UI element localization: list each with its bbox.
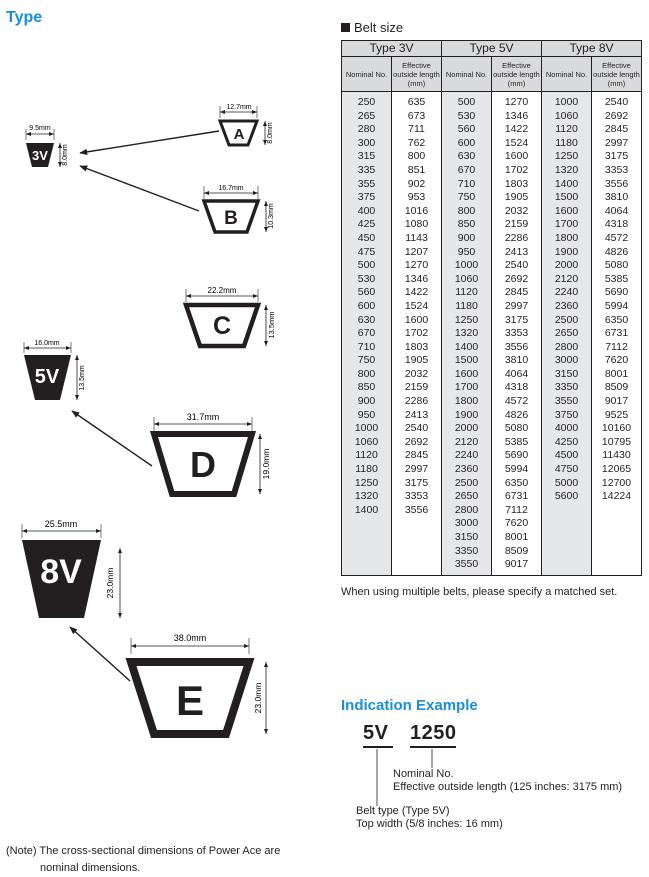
dimension-label: 12.7mm (226, 104, 252, 111)
table-cell: 425 (342, 218, 392, 232)
table-cell: 1900 (542, 246, 592, 260)
table-cell: 1524 (492, 137, 542, 151)
table-cell: 9017 (492, 558, 542, 575)
table-cell: 560 (342, 286, 392, 300)
type-header: Type 3V (342, 41, 442, 57)
table-cell: 1400 (542, 178, 592, 192)
table-cell: 1700 (442, 381, 492, 395)
table-cell: 1180 (442, 300, 492, 314)
table-cell: 1500 (442, 354, 492, 368)
table-cell: 710 (442, 178, 492, 192)
table-cell: 1180 (342, 463, 392, 477)
table-cell: 850 (442, 218, 492, 232)
table-cell: 2120 (442, 436, 492, 450)
table-cell: 9017 (592, 395, 642, 409)
table-cell: 280 (342, 123, 392, 137)
table-cell: 450 (342, 232, 392, 246)
dimension-label: 22.2mm (207, 286, 237, 295)
table-cell: 3550 (442, 558, 492, 575)
table-cell: 1000 (542, 92, 592, 110)
table-cell: 673 (392, 110, 442, 124)
column-header: Nominal No. (342, 57, 392, 92)
dimension-label: 10.3mm (268, 203, 275, 229)
type-header: Type 5V (442, 41, 542, 57)
table-cell: 2692 (592, 110, 642, 124)
table-cell: 475 (342, 246, 392, 260)
dimension-label: 31.7mm (186, 412, 220, 422)
table-cell: 3150 (542, 368, 592, 382)
table-cell: 1702 (392, 327, 442, 341)
table-cell: 1320 (442, 327, 492, 341)
table-cell: 670 (342, 327, 392, 341)
table-cell: 5690 (592, 286, 642, 300)
table-cell: 4000 (542, 422, 592, 436)
belt-label: 8V (40, 553, 82, 591)
belt-label: 5V (34, 366, 60, 388)
table-cell: 5994 (592, 300, 642, 314)
table-cell: 1346 (492, 110, 542, 124)
table-cell: 1180 (542, 137, 592, 151)
top-width-label: Top width (5/8 inches: 16 mm) (356, 818, 503, 830)
table-cell: 4318 (592, 218, 642, 232)
table-cell: 3353 (492, 327, 542, 341)
table-cell: 750 (442, 191, 492, 205)
table-cell: 4826 (492, 409, 542, 423)
table-cell: 335 (342, 164, 392, 178)
table-cell: 2845 (592, 123, 642, 137)
column-header: Nominal No. (442, 57, 492, 92)
table-cell: 3353 (392, 490, 442, 504)
table-cell: 2997 (392, 463, 442, 477)
belt-label: D (190, 444, 216, 485)
table-cell: 2540 (492, 259, 542, 273)
table-cell: 5080 (592, 259, 642, 273)
table-cell: 630 (342, 314, 392, 328)
table-cell: 1524 (392, 300, 442, 314)
table-cell: 3750 (542, 409, 592, 423)
table-cell: 2692 (392, 436, 442, 450)
table-cell: 2240 (442, 449, 492, 463)
table-cell: 250 (342, 92, 392, 110)
table-cell: 2240 (542, 286, 592, 300)
table-cell: 2032 (492, 205, 542, 219)
table-cell: 8001 (492, 531, 542, 545)
table-cell: 900 (442, 232, 492, 246)
table-cell: 2286 (392, 395, 442, 409)
table-cell: 2286 (492, 232, 542, 246)
table-cell: 500 (342, 259, 392, 273)
dimension-label: 23.0mm (253, 682, 263, 714)
table-cell: 4572 (592, 232, 642, 246)
table-cell: 2540 (392, 422, 442, 436)
table-cell: 1000 (442, 259, 492, 273)
dimension-label: 38.0mm (173, 633, 207, 643)
table-cell: 1600 (392, 314, 442, 328)
dimension-label: 13.5mm (267, 311, 276, 339)
table-cell: 5080 (492, 422, 542, 436)
table-cell: 3556 (592, 178, 642, 192)
table-cell: 4572 (492, 395, 542, 409)
table-cell: 6731 (592, 327, 642, 341)
table-cell: 5994 (492, 463, 542, 477)
belt-type-label: Belt type (Type 5V) (356, 805, 450, 817)
table-cell: 5385 (492, 436, 542, 450)
table-cell: 5600 (542, 490, 592, 504)
table-cell: 950 (442, 246, 492, 260)
table-cell: 3175 (492, 314, 542, 328)
table-cell: 851 (392, 164, 442, 178)
dimension-label: 13.5mm (79, 365, 86, 391)
column-header: Effective outside length (mm) (392, 57, 442, 92)
belt-label: A (233, 126, 245, 143)
table-cell: 4064 (492, 368, 542, 382)
table-cell: 2845 (392, 449, 442, 463)
table-cell: 1060 (542, 110, 592, 124)
dimension-label: 16.7mm (218, 185, 244, 192)
table-cell: 630 (442, 150, 492, 164)
table-cell: 711 (392, 123, 442, 137)
column-header: Nominal No. (542, 57, 592, 92)
table-cell: 1905 (392, 354, 442, 368)
table-cell: 2159 (392, 381, 442, 395)
indication-belt-type: 5V (363, 722, 389, 744)
table-cell: 670 (442, 164, 492, 178)
table-cell: 1120 (442, 286, 492, 300)
table-cell: 3000 (542, 354, 592, 368)
table-cell: 2032 (392, 368, 442, 382)
table-cell: 750 (342, 354, 392, 368)
indication-nominal-number: 1250 (410, 722, 457, 744)
table-cell: 1702 (492, 164, 542, 178)
table-cell: 300 (342, 137, 392, 151)
matched-set-note: When using multiple belts, please specify a matched set. (341, 586, 618, 598)
type-header: Type 8V (542, 41, 642, 57)
table-cell: 902 (392, 178, 442, 192)
table-cell: 530 (342, 273, 392, 287)
table-cell: 1270 (492, 92, 542, 110)
table-cell: 3150 (442, 531, 492, 545)
table-cell: 3550 (542, 395, 592, 409)
table-cell: 600 (442, 137, 492, 151)
table-cell: 635 (392, 92, 442, 110)
table-cell: 1060 (442, 273, 492, 287)
belt-size-title: Belt size (354, 20, 404, 35)
table-cell: 1422 (392, 286, 442, 300)
table-cell: 8509 (492, 545, 542, 559)
table-cell: 1905 (492, 191, 542, 205)
table-cell: 2413 (392, 409, 442, 423)
table-cell: 1803 (492, 178, 542, 192)
table-cell: 2650 (542, 327, 592, 341)
dimension-label: 16.0mm (34, 340, 60, 347)
table-cell: 2000 (542, 259, 592, 273)
table-cell: 4250 (542, 436, 592, 450)
table-cell: 3350 (542, 381, 592, 395)
table-cell: 2413 (492, 246, 542, 260)
footnote-line: nominal dimensions. (40, 862, 141, 874)
table-cell: 3350 (442, 545, 492, 559)
belt-label: B (224, 208, 238, 229)
table-cell: 2800 (442, 504, 492, 518)
table-cell: 1320 (342, 490, 392, 504)
table-cell: 4500 (542, 449, 592, 463)
table-cell: 1700 (542, 218, 592, 232)
table-cell: 1422 (492, 123, 542, 137)
table-cell: 1800 (542, 232, 592, 246)
table-cell: 355 (342, 178, 392, 192)
table-cell: 3175 (392, 477, 442, 491)
dimension-label: 19.0mm (261, 448, 271, 480)
table-cell: 800 (442, 205, 492, 219)
table-cell: 6350 (592, 314, 642, 328)
table-cell: 1000 (342, 422, 392, 436)
table-cell: 6350 (492, 477, 542, 491)
table-cell: 3175 (592, 150, 642, 164)
table-cell: 1120 (342, 449, 392, 463)
table-cell: 500 (442, 92, 492, 110)
table-cell: 560 (442, 123, 492, 137)
table-cell: 4318 (492, 381, 542, 395)
table-cell: 12065 (592, 463, 642, 477)
table-cell: 8509 (592, 381, 642, 395)
table-cell: 1600 (442, 368, 492, 382)
table-cell: 2540 (592, 92, 642, 110)
table-cell: 5385 (592, 273, 642, 287)
table-cell: 1320 (542, 164, 592, 178)
table-cell: 2692 (492, 273, 542, 287)
table-cell: 2500 (542, 314, 592, 328)
table-cell: 3000 (442, 517, 492, 531)
table-cell: 800 (392, 150, 442, 164)
table-cell: 2159 (492, 218, 542, 232)
belt-label: E (175, 677, 205, 724)
dimension-label: 8.0mm (267, 122, 274, 144)
table-cell: 4064 (592, 205, 642, 219)
table-cell: 2997 (492, 300, 542, 314)
table-cell: 953 (392, 191, 442, 205)
table-cell: 11430 (592, 449, 642, 463)
table-cell: 7112 (492, 504, 542, 518)
table-cell: 400 (342, 205, 392, 219)
table-cell: 5690 (492, 449, 542, 463)
footnote-line: (Note) The cross-sectional dimensions of Power Ace are (6, 845, 281, 857)
table-cell: 600 (342, 300, 392, 314)
nominal-no-label: Nominal No. (393, 768, 454, 780)
belt-label: 3V (32, 148, 48, 163)
table-cell: 375 (342, 191, 392, 205)
table-cell: 1900 (442, 409, 492, 423)
table-cell: 7112 (592, 341, 642, 355)
table-cell: 1143 (392, 232, 442, 246)
table-cell: 1600 (492, 150, 542, 164)
table-cell: 2800 (542, 341, 592, 355)
table-cell: 2845 (492, 286, 542, 300)
footnote (6, 843, 280, 877)
table-cell: 14224 (592, 490, 642, 504)
table-cell: 1016 (392, 205, 442, 219)
table-cell: 5000 (542, 477, 592, 491)
table-cell: 530 (442, 110, 492, 124)
table-cell: 10160 (592, 422, 642, 436)
page-title: Type (6, 9, 43, 26)
dimension-label: 8.0mm (62, 144, 69, 166)
table-cell: 3556 (492, 341, 542, 355)
dimension-label: 9.5mm (29, 125, 51, 132)
table-cell: 1250 (342, 477, 392, 491)
table-cell: 710 (342, 341, 392, 355)
table-cell: 900 (342, 395, 392, 409)
table-cell: 315 (342, 150, 392, 164)
table-cell: 1800 (442, 395, 492, 409)
table-cell: 4750 (542, 463, 592, 477)
table-cell: 1346 (392, 273, 442, 287)
table-cell: 1207 (392, 246, 442, 260)
table-cell: 7620 (492, 517, 542, 531)
column-header: Effective outside length (mm) (592, 57, 642, 92)
table-cell: 1600 (542, 205, 592, 219)
table-cell: 2500 (442, 477, 492, 491)
table-cell: 3810 (492, 354, 542, 368)
table-cell: 850 (342, 381, 392, 395)
table-cell: 4826 (592, 246, 642, 260)
table-cell: 2000 (442, 422, 492, 436)
effective-length-label: Effective outside length (125 inches: 3175 mm) (393, 781, 623, 793)
table-cell: 1060 (342, 436, 392, 450)
table-cell: 12700 (592, 477, 642, 491)
table-cell: 3353 (592, 164, 642, 178)
dimension-label: 25.5mm (44, 519, 78, 529)
column-header: Effective outside length (mm) (492, 57, 542, 92)
table-cell: 7620 (592, 354, 642, 368)
table-cell: 2650 (442, 490, 492, 504)
table-cell: 2360 (442, 463, 492, 477)
belt-label: C (212, 312, 232, 340)
table-cell: 265 (342, 110, 392, 124)
table-cell: 1250 (542, 150, 592, 164)
table-cell: 2997 (592, 137, 642, 151)
table-cell: 1270 (392, 259, 442, 273)
table-cell: 1400 (442, 341, 492, 355)
table-cell: 1080 (392, 218, 442, 232)
table-cell: 8001 (592, 368, 642, 382)
table-cell: 950 (342, 409, 392, 423)
table-cell: 800 (342, 368, 392, 382)
dimension-label: 23.0mm (105, 567, 115, 599)
table-cell: 1400 (342, 504, 392, 518)
table-cell: 1120 (542, 123, 592, 137)
table-cell: 3556 (392, 504, 442, 518)
indication-title: Indication Example (341, 697, 478, 714)
table-cell: 6731 (492, 490, 542, 504)
table-cell: 3810 (592, 191, 642, 205)
table-cell: 2360 (542, 300, 592, 314)
table-cell: 9525 (592, 409, 642, 423)
table-cell: 2120 (542, 273, 592, 287)
table-cell: 10795 (592, 436, 642, 450)
table-cell: 762 (392, 137, 442, 151)
table-cell: 1250 (442, 314, 492, 328)
table-cell: 1803 (392, 341, 442, 355)
table-cell: 1500 (542, 191, 592, 205)
